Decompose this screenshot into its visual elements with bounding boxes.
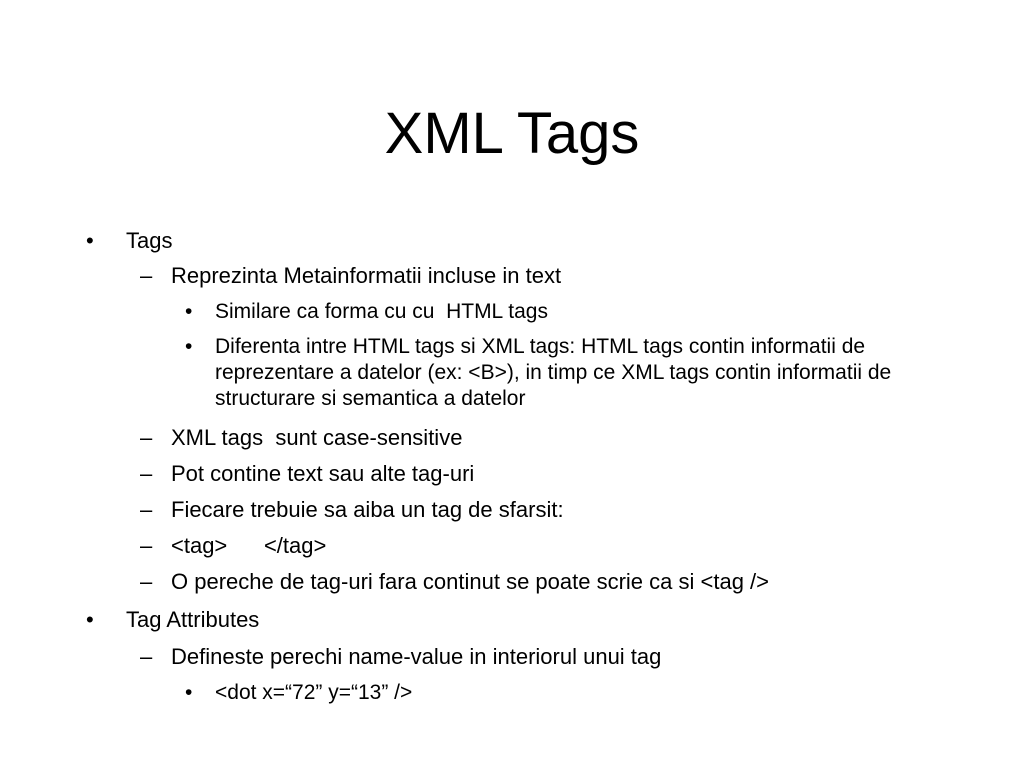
bullet-marker: • <box>86 228 94 253</box>
dash-marker: – <box>140 461 153 486</box>
bullet-text: Tag Attributes <box>126 607 260 632</box>
bullet-text: Similare ca forma cu cu HTML tags <box>215 300 548 323</box>
bullet-item-level-1 <box>86 607 260 711</box>
dash-marker: – <box>140 569 153 594</box>
bullet-marker: • <box>185 681 193 704</box>
bullet-text: Tags <box>126 228 173 253</box>
bullet-item-level-1 <box>86 228 173 332</box>
bullet-text: Fiecare trebuie sa aiba un tag de sfarsit: <box>171 497 564 522</box>
slide-title: XML Tags <box>384 101 640 166</box>
dash-marker: – <box>140 263 153 288</box>
bullet-text: Pot contine text sau alte tag-uri <box>171 461 475 486</box>
dash-marker: – <box>140 425 153 450</box>
bullet-marker: • <box>185 335 193 358</box>
bullet-text: <dot x=“72” y=“13” /> <box>215 681 413 704</box>
bullet-text: Reprezinta Metainformatii incluse in text <box>171 263 562 288</box>
bullet-text: Defineste perechi name-value in interiorul unui tag <box>171 644 662 669</box>
bullet-text: Diferenta intre HTML tags si XML tags: HTML tags contin informatii de reprezentare a datelor (ex: <B>), in timp ce XML tags contin informatii de structurare si semantica a datelor <box>215 335 892 410</box>
bullet-item-level-3 <box>185 680 413 784</box>
bullet-marker: • <box>86 607 94 632</box>
dash-marker: – <box>140 644 153 669</box>
bullet-text: XML tags sunt case-sensitive <box>171 425 463 450</box>
dash-marker: – <box>140 533 153 558</box>
bullet-text: <tag> </tag> <box>171 533 327 558</box>
bullet-text: O pereche de tag-uri fara continut se poate scrie ca si <tag /> <box>171 569 770 594</box>
bullet-marker: • <box>185 300 193 323</box>
bullet-item-level-3 <box>185 334 892 438</box>
dash-marker: – <box>140 497 153 522</box>
